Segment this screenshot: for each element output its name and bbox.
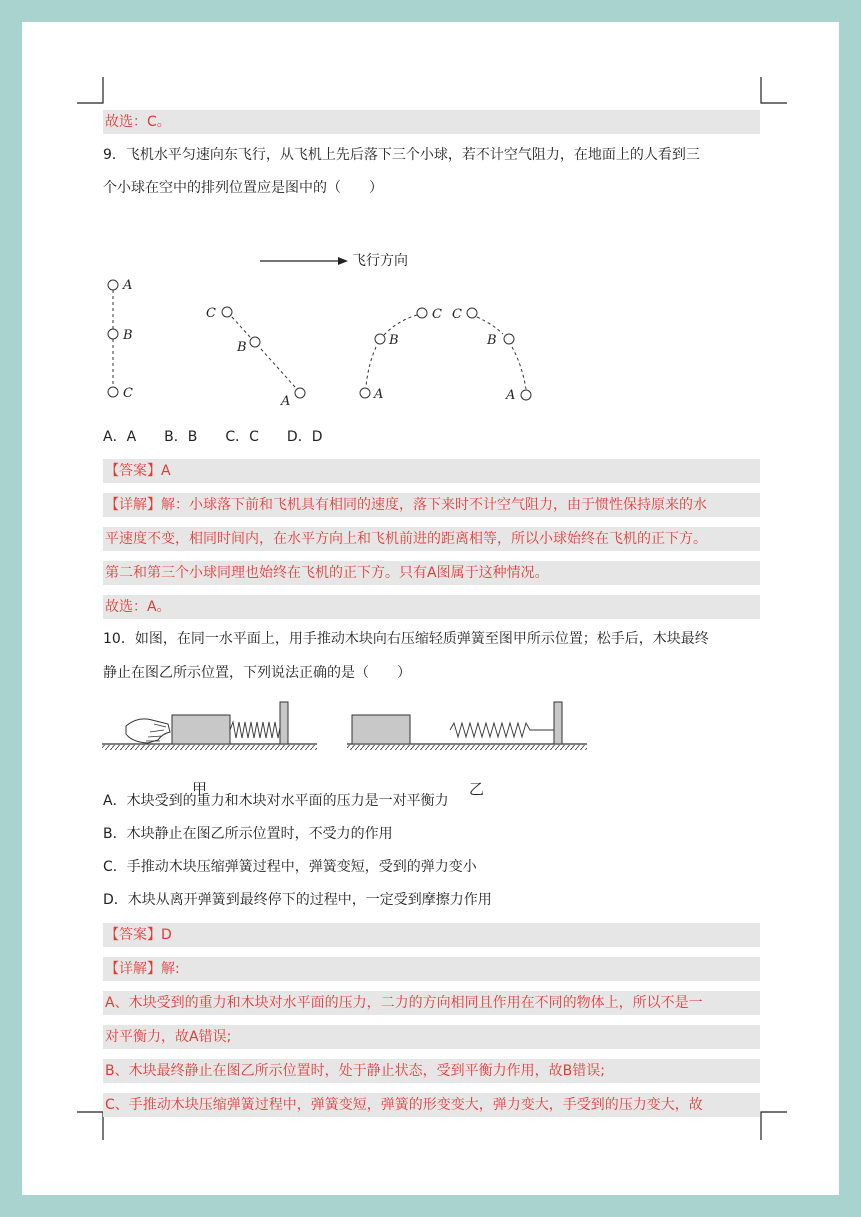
crop-mark-bottom-left bbox=[77, 1110, 105, 1140]
svg-text:B: B bbox=[487, 333, 497, 348]
q9-explain-line3: 第二和第三个小球同理也始终在飞机的正下方。只有A图属于这种情况。 bbox=[103, 561, 760, 585]
svg-text:C: C bbox=[206, 306, 216, 321]
q10-option-d: D．木块从离开弹簧到最终停下的过程中，一定受到摩擦力作用 bbox=[103, 892, 492, 908]
svg-text:A: A bbox=[281, 394, 291, 409]
document-page bbox=[22, 22, 839, 1195]
crop-mark-bottom-right bbox=[759, 1110, 787, 1140]
compressed-spring bbox=[230, 722, 284, 738]
panel-c-balls bbox=[360, 307, 442, 402]
crop-mark-top-left bbox=[77, 77, 105, 105]
q10-stem-line2: 静止在图乙所示位置，下列说法正确的是（ ） bbox=[103, 665, 411, 681]
crop-mark-top-right bbox=[759, 77, 787, 105]
direction-arrow-icon bbox=[338, 257, 348, 265]
hand-icon bbox=[126, 719, 170, 743]
q10-explain-a1: A、木块受到的重力和木块对水平面的压力，二力的方向相同且作用在不同的物体上，所以不是一 bbox=[103, 991, 760, 1015]
panel-a-balls bbox=[108, 278, 133, 401]
q10-option-a: A．木块受到的重力和木块对水平面的压力是一对平衡力 bbox=[103, 793, 449, 809]
q10-stem-line1: 10．如图，在同一水平面上，用手推动木块向右压缩轻质弹簧至图甲所示位置；松手后，木块最终 bbox=[103, 631, 709, 647]
q10-option-c: C．手推动木块压缩弹簧过程中，弹簧变短，受到的弹力变小 bbox=[103, 859, 477, 875]
q10-option-b: B．木块静止在图乙所示位置时，不受力的作用 bbox=[103, 826, 393, 842]
q10-answer: 【答案】D bbox=[103, 923, 760, 947]
relaxed-spring bbox=[450, 723, 554, 737]
prev-conclusion: 故选：C。 bbox=[103, 110, 760, 134]
q10-explain-head: 【详解】解: bbox=[103, 957, 760, 981]
svg-text:A: A bbox=[506, 388, 516, 403]
label-jia: 甲 bbox=[192, 780, 208, 798]
panel-b-balls bbox=[206, 306, 305, 409]
q9-stem-line2: 个小球在空中的排列位置应是图中的（ ） bbox=[103, 180, 383, 196]
svg-text:C: C bbox=[432, 307, 442, 322]
q10-explain-c: C、手推动木块压缩弹簧过程中，弹簧变短，弹簧的形变变大，弹力变大，手受到的压力变大，故 bbox=[103, 1093, 760, 1117]
svg-text:C: C bbox=[452, 307, 462, 322]
q9-conclusion: 故选：A。 bbox=[103, 595, 760, 619]
q9-explain-line2: 平速度不变，相同时间内，在水平方向上和飞机前进的距离相等，所以小球始终在飞机的正下方。 bbox=[103, 527, 760, 551]
svg-text:B: B bbox=[237, 340, 247, 355]
direction-label: 飞行方向 bbox=[352, 253, 408, 269]
q9-answer: 【答案】A bbox=[103, 459, 760, 483]
panel-d-balls bbox=[452, 307, 531, 403]
q9-options: A．A B．B C．C D．D bbox=[103, 429, 323, 445]
figure-jia bbox=[102, 702, 317, 750]
q9-explain-line1: 【详解】解：小球落下前和飞机具有相同的速度，落下来时不计空气阻力，由于惯性保持原来的水 bbox=[103, 493, 760, 517]
q9-figure bbox=[82, 237, 542, 421]
q9-stem-line1: 9．飞机水平匀速向东飞行，从飞机上先后落下三个小球，若不计空气阻力，在地面上的人看到三 bbox=[103, 147, 700, 163]
q10-explain-a2: 对平衡力，故A错误; bbox=[103, 1025, 760, 1049]
svg-text:A: A bbox=[374, 387, 384, 402]
svg-text:C: C bbox=[123, 386, 133, 401]
svg-text:B: B bbox=[123, 328, 133, 343]
q10-explain-b: B、木块最终静止在图乙所示位置时，处于静止状态，受到平衡力作用，故B错误; bbox=[103, 1059, 760, 1083]
figure-yi bbox=[347, 702, 587, 750]
svg-text:B: B bbox=[389, 333, 399, 348]
svg-text:A: A bbox=[123, 278, 133, 293]
label-yi: 乙 bbox=[469, 780, 485, 798]
